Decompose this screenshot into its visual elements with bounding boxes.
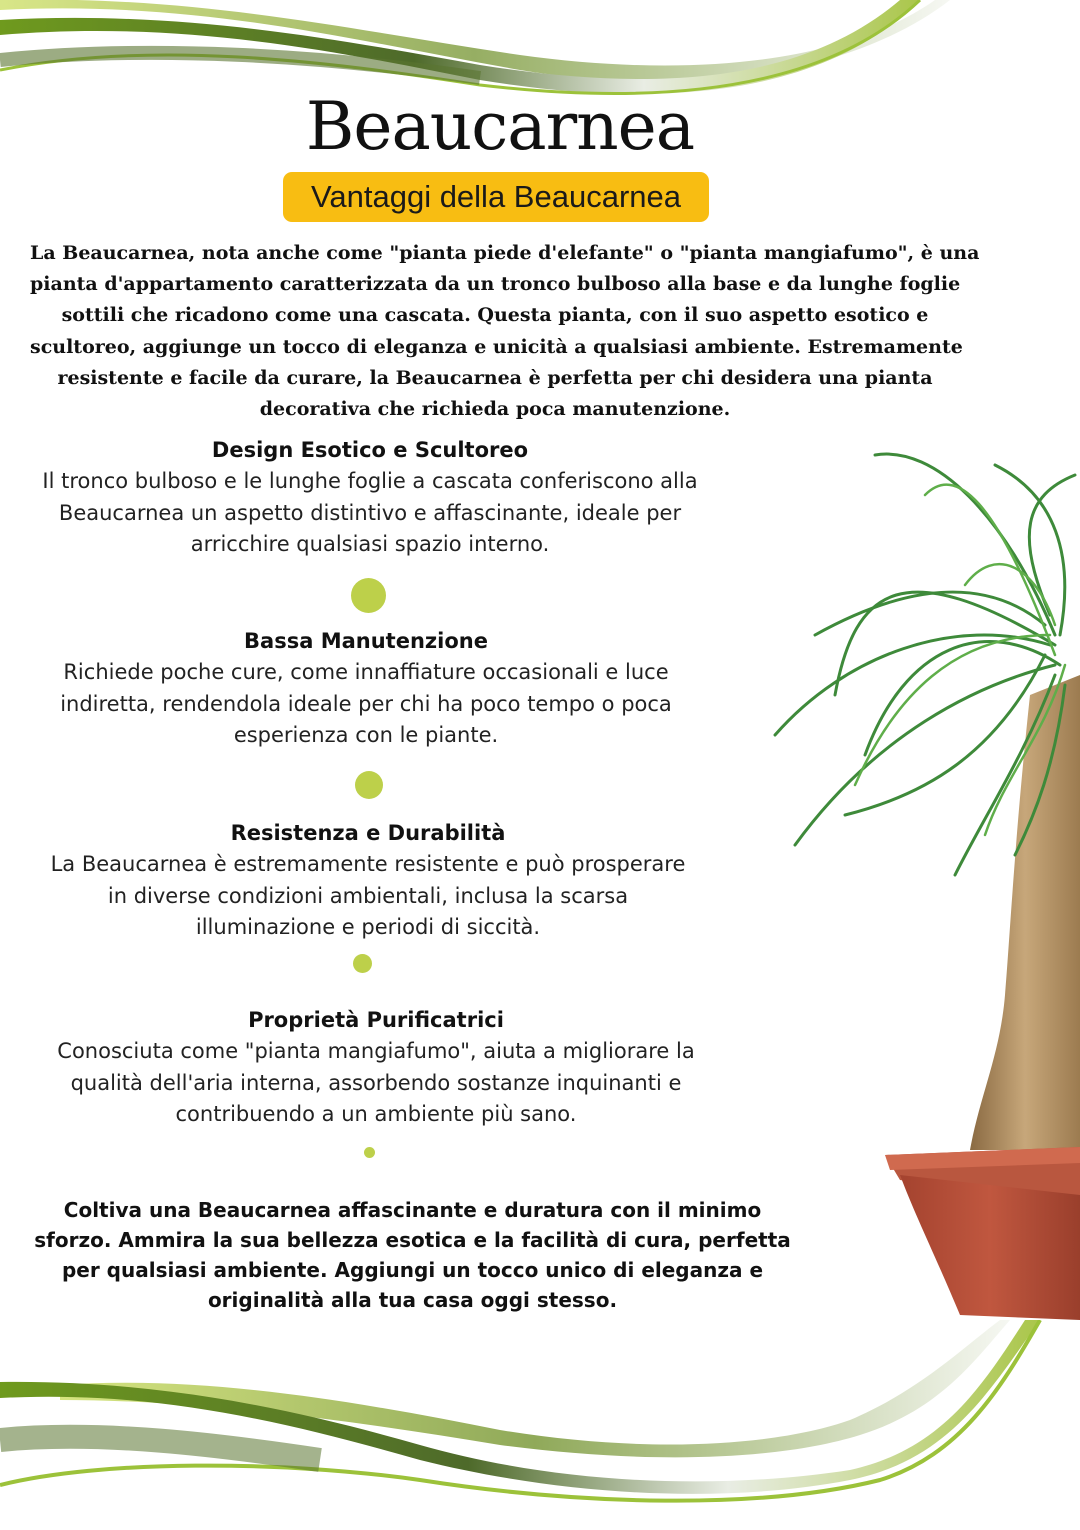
intro-line: sottili che ricadono come una cascata. Questa pianta, con il suo aspetto esotico e [61,304,929,327]
benefit-section-maintenance [16,626,716,751]
intro-line: La Beaucarnea, nota anche come "pianta piede d'elefante" o "pianta mangiafumo", è una [30,242,980,264]
section-heading: Design Esotico e Scultoreo [211,438,529,462]
benefit-section-resistance [18,818,718,943]
bullet-dot [355,771,383,799]
section-line: La Beaucarnea è estremamente resistente e può prosperare [50,852,686,877]
bottom-swoosh-decoration [0,1320,1080,1530]
closing-line: originalità alla tua casa oggi stesso. [207,1288,618,1312]
closing-line: sforzo. Ammira la sua bellezza esotica e la facilità di cura, perfetta [34,1228,791,1252]
bullet-dot [364,1147,375,1158]
intro-paragraph [30,238,980,425]
section-heading: Bassa Manutenzione [244,629,488,653]
section-line: Beaucarnea un aspetto distintivo e affascinante, ideale per [58,500,682,525]
subtitle-badge: Vantaggi della Beaucarnea [283,172,709,222]
page-title: Beaucarnea [305,88,695,165]
intro-line: resistente e facile da curare, la Beaucarnea è perfetta per chi desidera una pianta [57,366,933,389]
section-line: illuminazione e periodi di siccità. [195,914,541,939]
benefit-section-design [20,435,720,560]
section-line: arricchire qualsiasi spazio interno. [190,531,550,556]
section-line: Conosciuta come "pianta mangiafumo", aiuta a migliorare la [57,1039,695,1064]
section-heading: Proprietà Purificatrici [248,1008,504,1032]
closing-paragraph [30,1195,795,1315]
section-line: Il tronco bulboso e le lunghe foglie a cascata conferiscono alla [42,469,698,494]
closing-line: Coltiva una Beaucarnea affascinante e duratura con il minimo [63,1198,762,1222]
section-line: in diverse condizioni ambientali, inclusa la scarsa [107,883,629,908]
section-line: esperienza con le piante. [233,722,499,747]
intro-line: scultoreo, aggiunge un tocco di eleganza e unicità a qualsiasi ambiente. Estremamente [30,335,963,358]
section-line: indiretta, rendendola ideale per chi ha poco tempo o poca [60,691,672,716]
intro-line: pianta d'appartamento caratterizzata da un tronco bulboso alla base e da lunghe foglie [30,273,961,296]
section-heading: Resistenza e Durabilità [230,821,506,845]
bullet-dot [351,578,386,613]
section-line: qualità dell'aria interna, assorbendo sostanze inquinanti e [70,1070,682,1095]
section-line: contribuendo a un ambiente più sano. [175,1101,577,1126]
beaucarnea-plant-image [755,435,1080,1320]
closing-line: per qualsiasi ambiente. Aggiungi un tocco unico di eleganza e [61,1258,764,1282]
section-line: Richiede poche cure, come innaffiature occasionali e luce [63,660,669,685]
benefit-section-purifying [26,1005,726,1130]
intro-line: decorativa che richieda poca manutenzione. [259,398,731,421]
bullet-dot [353,954,372,973]
